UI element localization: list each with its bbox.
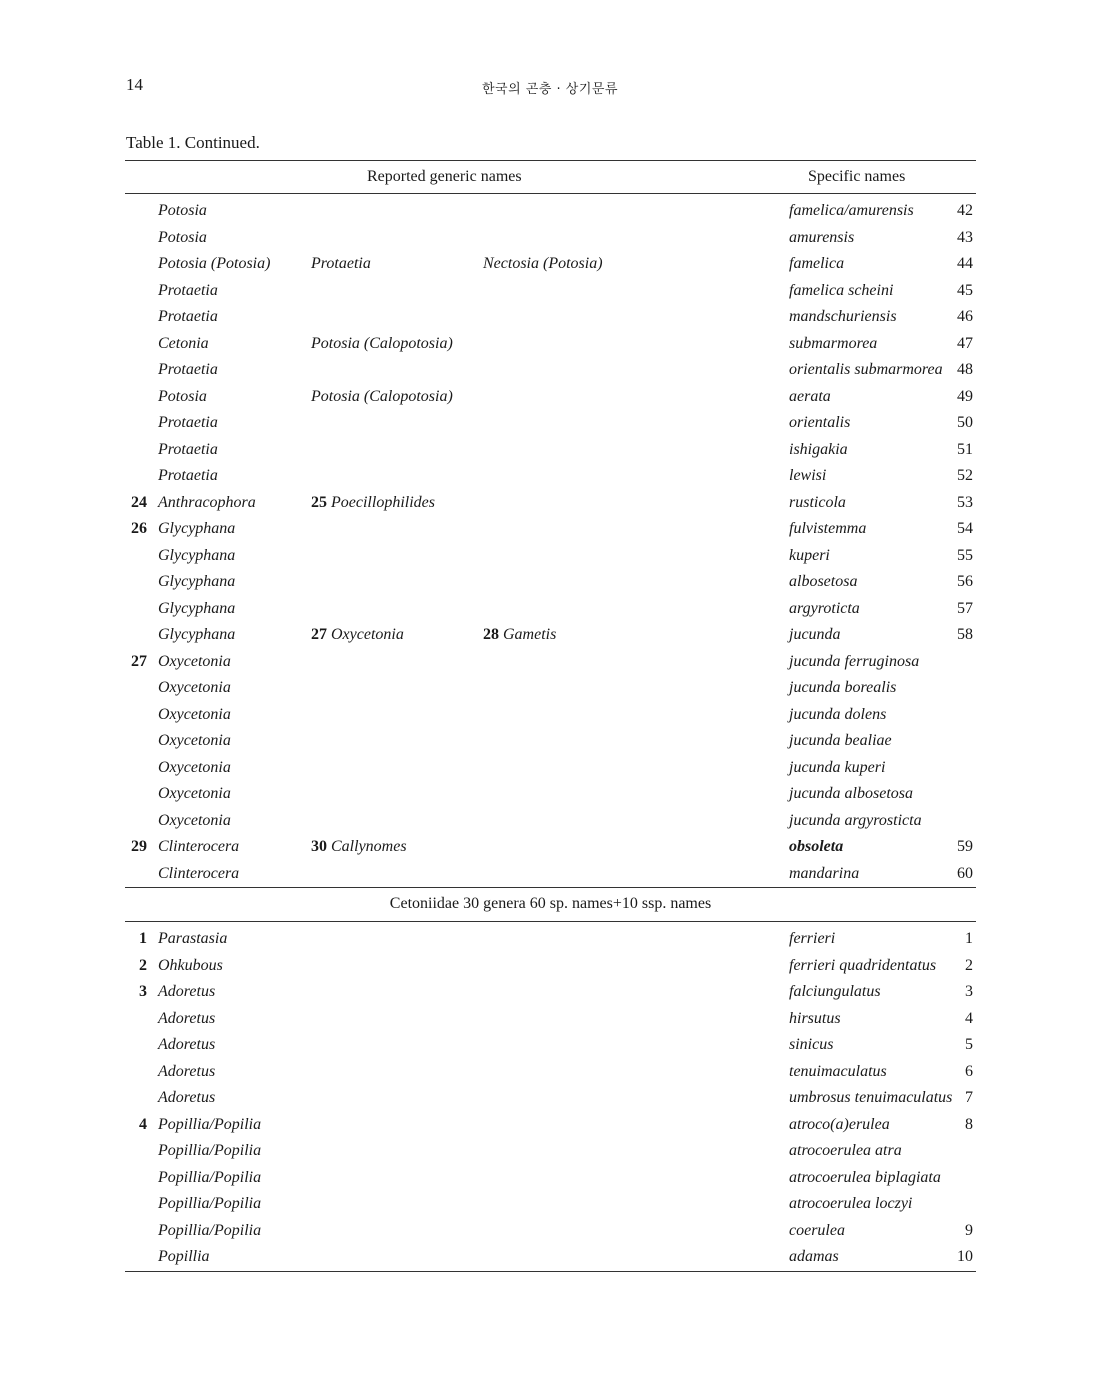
generic-name: Cetonia — [158, 334, 209, 352]
species-index: 4 — [965, 1009, 973, 1027]
generic-name-text: Potosia (Calopotosia) — [311, 334, 453, 352]
species-index: 46 — [957, 308, 973, 325]
generic-name-alt-2 — [483, 255, 603, 273]
specific-name: lewisi — [789, 467, 827, 484]
generic-name-text: Protaetia — [311, 255, 371, 272]
generic-name: Popillia/Popilia — [158, 1142, 262, 1159]
generic-name: Adoretus — [158, 1089, 216, 1106]
species-index: 49 — [957, 387, 973, 405]
generic-name: Popillia/Popilia — [158, 1115, 262, 1133]
generic-name: Adoretus — [158, 1009, 216, 1027]
specific-name: jucunda kuperi — [789, 758, 886, 776]
species-index: 10 — [957, 1248, 973, 1265]
table-row — [125, 490, 976, 517]
genus-number: 2 — [139, 956, 147, 974]
specific-name: mandarina — [789, 864, 860, 882]
generic-name: Glycyphana — [158, 626, 236, 643]
generic-name-text: Poecillophilides — [331, 493, 435, 511]
species-index: 50 — [957, 414, 973, 431]
table-row — [125, 1244, 976, 1271]
table-row — [125, 755, 976, 782]
generic-name: Protaetia — [158, 440, 218, 458]
table-row — [125, 953, 976, 980]
generic-name: Protaetia — [158, 414, 218, 431]
generic-name-text: Oxycetonia — [331, 626, 404, 643]
table-row — [125, 1138, 976, 1165]
species-index: 48 — [957, 361, 973, 378]
specific-name: tenuimaculatus — [789, 1062, 887, 1080]
generic-name: Potosia (Potosia) — [158, 255, 271, 272]
genus-number: 27 — [131, 652, 147, 670]
species-index: 52 — [957, 467, 973, 484]
species-index: 57 — [957, 599, 973, 617]
generic-name: Potosia — [158, 202, 207, 219]
species-index: 60 — [957, 864, 973, 882]
specific-name: famelica/amurensis — [789, 202, 914, 219]
generic-name: Oxycetonia — [158, 785, 231, 802]
generic-name: Clinterocera — [158, 838, 240, 855]
table-row — [125, 304, 976, 331]
species-index: 45 — [957, 281, 973, 299]
species-index: 2 — [965, 956, 973, 974]
specific-name: atroco(a)erulea — [789, 1115, 890, 1133]
table-row — [125, 543, 976, 570]
specific-name: atrocoerulea atra — [789, 1142, 902, 1159]
generic-name: Adoretus — [158, 983, 216, 1000]
generic-name: Glycyphana — [158, 573, 236, 590]
generic-name: Oxycetonia — [158, 679, 231, 696]
specific-name: famelica scheini — [789, 281, 894, 299]
specific-name: kuperi — [789, 546, 830, 564]
specific-name: atrocoerulea loczyi — [789, 1195, 913, 1212]
genus-number: 29 — [131, 838, 147, 855]
specific-name: ferrieri — [789, 930, 836, 947]
genus-number: 24 — [131, 493, 147, 511]
table-row — [125, 357, 976, 384]
generic-name: Popillia — [158, 1248, 210, 1265]
generic-name: Oxycetonia — [158, 705, 231, 723]
specific-name: orientalis submarmorea — [789, 361, 943, 378]
species-index: 58 — [957, 626, 973, 643]
species-index: 56 — [957, 573, 973, 590]
species-index: 53 — [957, 493, 973, 511]
table-row — [125, 675, 976, 702]
table-row — [125, 1032, 976, 1059]
table-caption: Table 1. Continued. — [126, 133, 260, 152]
genus-number: 3 — [139, 983, 147, 1000]
table-row — [125, 926, 976, 953]
table-row — [125, 463, 976, 490]
specific-name: albosetosa — [789, 573, 858, 590]
specific-name: falciungulatus — [789, 983, 881, 1000]
generic-name: Protaetia — [158, 308, 218, 325]
specific-name: famelica — [789, 255, 845, 272]
specific-name: umbrosus tenuimaculatus — [789, 1089, 953, 1106]
generic-name-alt-2 — [483, 626, 556, 644]
generic-name: Oxycetonia — [158, 811, 231, 829]
section-summary: Cetoniidae 30 genera 60 sp. names+10 ssp. names — [389, 895, 712, 912]
specific-name: jucunda — [789, 626, 841, 643]
species-index: 8 — [965, 1115, 973, 1133]
table-row — [125, 1006, 976, 1033]
table-row — [125, 569, 976, 596]
species-index: 59 — [957, 838, 973, 855]
table-row — [125, 808, 976, 835]
species-index: 43 — [957, 228, 973, 246]
specific-name: aerata — [789, 387, 831, 405]
table-row — [125, 251, 976, 278]
generic-name-alt — [311, 838, 407, 856]
species-index: 47 — [957, 334, 973, 352]
species-index: 1 — [965, 930, 973, 947]
generic-name: Oxycetonia — [158, 758, 231, 776]
specific-name: obsoleta — [789, 838, 844, 855]
genus-number: 25 — [311, 493, 327, 511]
table-row — [125, 622, 976, 649]
table-header — [125, 161, 976, 193]
generic-name: Clinterocera — [158, 864, 240, 882]
generic-name-alt — [311, 494, 435, 512]
generic-name: Oxycetonia — [158, 652, 231, 670]
generic-name-alt — [311, 626, 404, 644]
generic-name: Protaetia — [158, 361, 218, 378]
specific-name: submarmorea — [789, 334, 878, 352]
header-specific-names: Specific names — [808, 168, 906, 185]
table-row — [125, 437, 976, 464]
section-cetoniidae-rows — [125, 198, 976, 887]
table-row — [125, 596, 976, 623]
table-row — [125, 278, 976, 305]
specific-name: jucunda bealiae — [789, 732, 892, 749]
species-index: 42 — [957, 202, 973, 219]
species-index: 7 — [965, 1089, 973, 1106]
generic-name: Adoretus — [158, 1062, 216, 1080]
table-row — [125, 861, 976, 888]
generic-name: Oxycetonia — [158, 732, 231, 749]
generic-name: Protaetia — [158, 281, 218, 299]
section-summary-row — [125, 888, 976, 921]
specific-name: orientalis — [789, 414, 851, 431]
specific-name: jucunda ferruginosa — [789, 652, 920, 670]
table-row — [125, 516, 976, 543]
generic-name: Potosia — [158, 387, 207, 405]
table-row — [125, 1165, 976, 1192]
table-row — [125, 1191, 976, 1218]
species-index: 44 — [957, 255, 973, 272]
specific-name: rusticola — [789, 493, 846, 511]
names-table — [125, 160, 976, 1272]
specific-name: ishigakia — [789, 440, 848, 458]
genus-number: 26 — [131, 520, 147, 537]
table-row — [125, 702, 976, 729]
table-row — [125, 649, 976, 676]
species-index: 3 — [965, 983, 973, 1000]
specific-name: jucunda albosetosa — [789, 785, 913, 802]
specific-name: ferrieri quadridentatus — [789, 956, 937, 974]
table-bottom-rule — [125, 1271, 976, 1272]
species-index: 55 — [957, 546, 973, 564]
specific-name: jucunda dolens — [789, 705, 887, 723]
table-row — [125, 979, 976, 1006]
generic-name: Popillia/Popilia — [158, 1195, 262, 1212]
generic-name: Parastasia — [158, 930, 228, 947]
genus-number: 28 — [483, 626, 499, 643]
header-generic-names: Reported generic names — [367, 168, 522, 185]
table-row — [125, 225, 976, 252]
specific-name: atrocoerulea biplagiata — [789, 1168, 941, 1186]
genus-number: 1 — [139, 930, 147, 947]
specific-name: coerulea — [789, 1221, 845, 1239]
table-row — [125, 384, 976, 411]
specific-name: adamas — [789, 1248, 839, 1265]
specific-name: sinicus — [789, 1036, 834, 1053]
running-title: 한국의 곤충 · 상기문류 — [481, 82, 619, 97]
generic-name: Glycyphana — [158, 546, 236, 564]
genus-number: 4 — [139, 1115, 147, 1133]
generic-name: Popillia/Popilia — [158, 1168, 262, 1186]
table-row — [125, 728, 976, 755]
page-number: 14 — [126, 75, 143, 94]
genus-number: 30 — [311, 838, 327, 855]
generic-name: Anthracophora — [158, 493, 256, 511]
species-index: 54 — [957, 520, 973, 537]
table-row — [125, 410, 976, 437]
specific-name: argyroticta — [789, 599, 860, 617]
table-row — [125, 1059, 976, 1086]
generic-name-text: Nectosia (Potosia) — [483, 255, 603, 272]
table-row — [125, 331, 976, 358]
table-row — [125, 198, 976, 225]
genus-number: 27 — [311, 626, 327, 643]
generic-name: Adoretus — [158, 1036, 216, 1053]
table-row — [125, 1218, 976, 1245]
generic-name: Potosia — [158, 228, 207, 246]
generic-name-alt — [311, 388, 453, 406]
specific-name: jucunda argyrosticta — [789, 811, 922, 829]
species-index: 9 — [965, 1221, 973, 1239]
species-index: 6 — [965, 1062, 973, 1080]
generic-name-text: Potosia (Calopotosia) — [311, 387, 453, 405]
table-row — [125, 781, 976, 808]
species-index: 5 — [965, 1036, 973, 1053]
table-row — [125, 1112, 976, 1139]
section-rutelinae-rows — [125, 926, 976, 1271]
specific-name: hirsutus — [789, 1009, 841, 1027]
generic-name-text: Gametis — [503, 626, 557, 643]
table-row — [125, 1085, 976, 1112]
generic-name: Glycyphana — [158, 599, 236, 617]
generic-name-text: Callynomes — [331, 838, 407, 855]
specific-name: jucunda borealis — [789, 679, 897, 696]
table-row — [125, 834, 976, 861]
generic-name-alt — [311, 255, 371, 273]
specific-name: fulvistemma — [789, 520, 867, 537]
specific-name: mandschuriensis — [789, 308, 897, 325]
generic-name: Protaetia — [158, 467, 218, 484]
specific-name: amurensis — [789, 228, 855, 246]
generic-name: Ohkubous — [158, 956, 223, 974]
generic-name-alt — [311, 335, 453, 353]
generic-name: Glycyphana — [158, 520, 236, 537]
generic-name: Popillia/Popilia — [158, 1221, 262, 1239]
species-index: 51 — [957, 440, 973, 458]
